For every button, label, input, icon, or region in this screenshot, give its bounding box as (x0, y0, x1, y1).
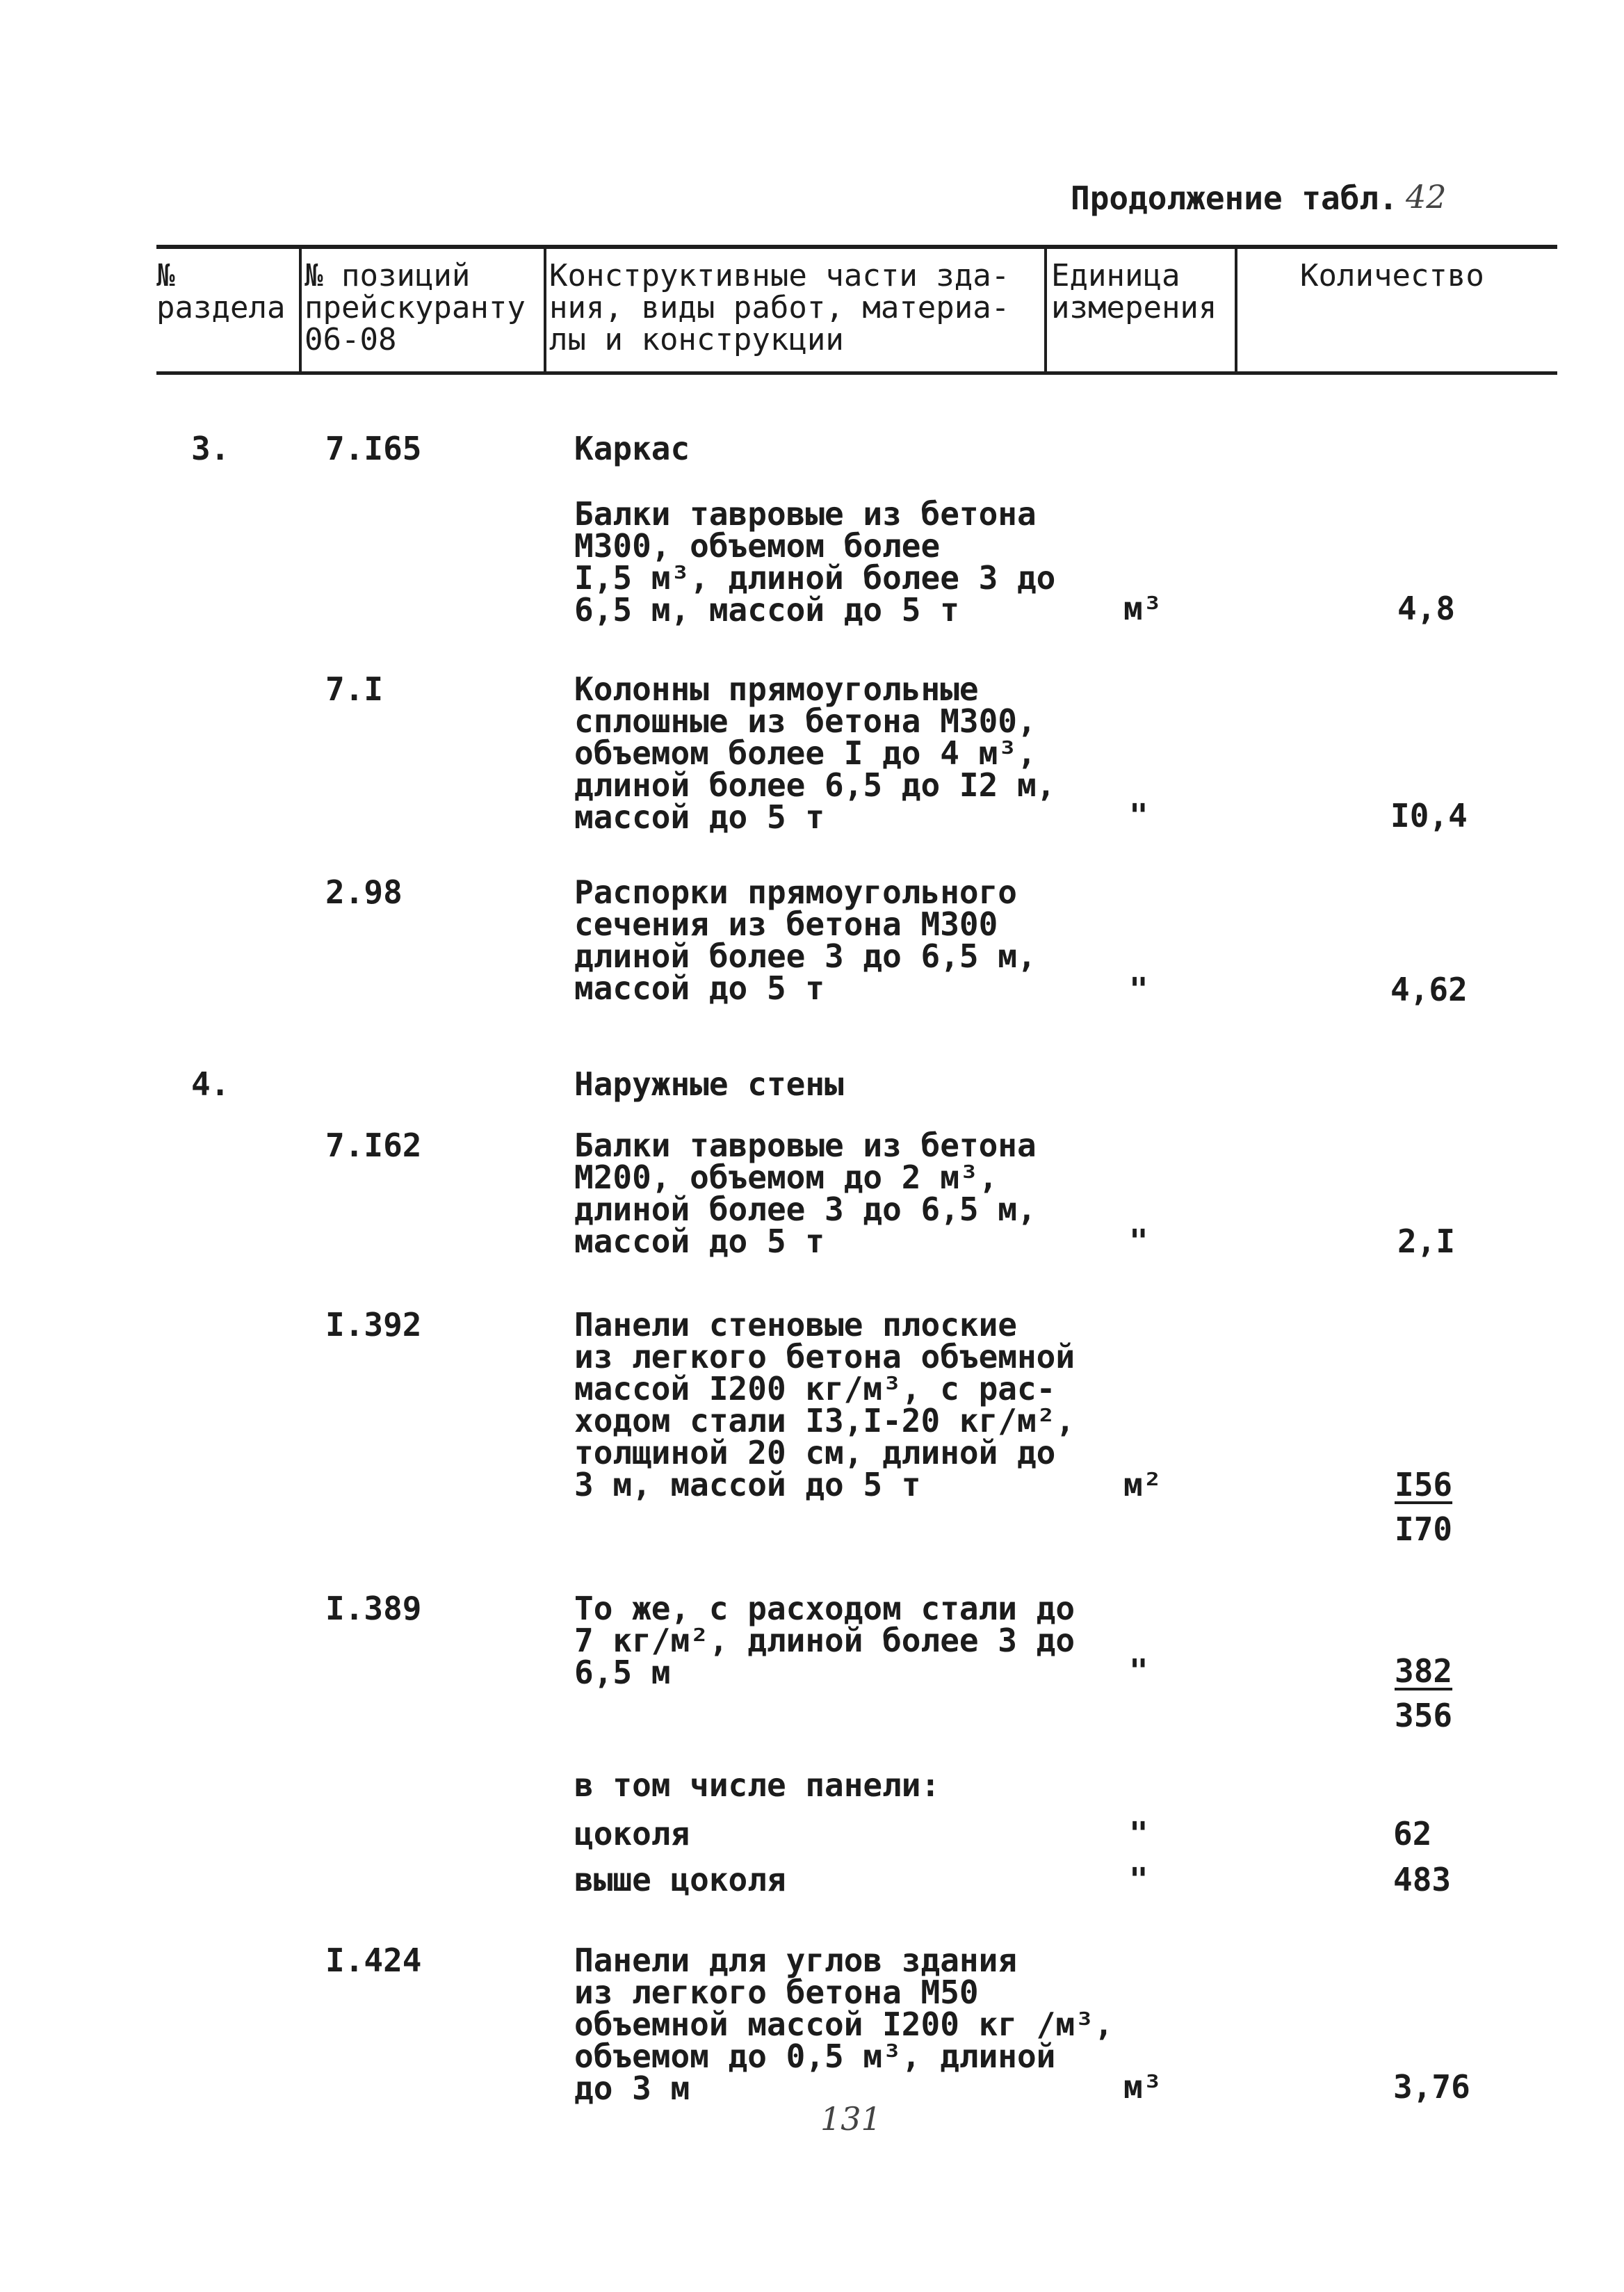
cell-unit: м³ (1123, 590, 1162, 627)
cell-description: цоколя (574, 1815, 690, 1853)
cell-description: Балки тавровые из бетона М300, объемом более I,5 м³, длиной более 3 до 6,5 м, массой до 5 т (574, 495, 1056, 629)
cell-section: 4. (191, 1065, 230, 1103)
cell-description: Балки тавровые из бетона М200, объемом до 2 м³, длиной более 3 до 6,5 м, массой до 5 т (574, 1127, 1037, 1260)
cell-quantity-below: 356 (1395, 1697, 1453, 1734)
col-header-description: Конструктивные части зда- ния, виды работ, материа- лы и конструкции (549, 258, 1010, 357)
page-number: 131 (820, 2100, 882, 2138)
quantity-fraction (1395, 1466, 1453, 1548)
cell-description: Панели стеновые плоские из легкого бетона объемной массой I200 кг/м³, с рас- ходом стали I3,I-20 кг/м², толщиной 20 см, длиной до 3 м, массой до 5 т (574, 1306, 1075, 1503)
col-header-section: № раздела (156, 258, 286, 325)
cell-unit: м³ (1123, 2068, 1162, 2106)
col-divider-1 (299, 249, 302, 371)
cell-description: выше цоколя (574, 1861, 786, 1898)
cell-section: 3. (191, 430, 230, 467)
cell-quantity: 382 (1395, 1652, 1453, 1690)
cell-unit: " (1129, 1861, 1148, 1898)
quantity-fraction (1395, 1652, 1453, 1734)
continuation-label: Продолжение табл. (1071, 179, 1398, 217)
col-header-position: № позиций прейскуранту 06-08 (304, 258, 526, 357)
cell-quantity: I0,4 (1390, 797, 1468, 834)
cell-quantity: 4,8 (1397, 590, 1456, 627)
cell-position: I.389 (325, 1590, 422, 1627)
cell-unit: " (1129, 1652, 1148, 1690)
col-header-unit: Единица измерения (1051, 258, 1217, 325)
col-divider-3 (1044, 249, 1047, 371)
cell-unit: " (1129, 1815, 1148, 1853)
cell-quantity: 3,76 (1393, 2068, 1470, 2106)
cell-position: 7.I65 (325, 430, 422, 467)
cell-description: Панели для углов здания из легкого бетона М50 объемной массой I200 кг /м³, объемом до 0,5 м³, длиной до 3 м (574, 1942, 1114, 2107)
cell-quantity: 4,62 (1390, 971, 1468, 1008)
cell-description: в том числе панели: (574, 1766, 941, 1804)
cell-position: 2.98 (325, 873, 403, 911)
cell-quantity-below: I70 (1395, 1510, 1453, 1548)
cell-quantity: 483 (1393, 1861, 1452, 1898)
cell-quantity: I56 (1395, 1466, 1453, 1503)
cell-position: I.424 (325, 1942, 422, 1979)
cell-unit: " (1129, 1222, 1148, 1260)
col-divider-2 (544, 249, 546, 371)
cell-unit: " (1129, 971, 1148, 1008)
cell-position: 7.I62 (325, 1127, 422, 1164)
col-divider-4 (1235, 249, 1237, 371)
cell-quantity: 62 (1393, 1815, 1432, 1853)
cell-position: 7.I (325, 670, 384, 708)
cell-description: Наружные стены (574, 1065, 844, 1103)
cell-position: I.392 (325, 1306, 422, 1343)
cell-unit: " (1129, 797, 1148, 834)
cell-description: Распорки прямоугольного сечения из бетона М300 длиной более 3 до 6,5 м, массой до 5 т (574, 873, 1037, 1007)
cell-quantity: 2,I (1397, 1222, 1456, 1260)
cell-unit: м² (1123, 1466, 1162, 1503)
header-bottom-rule (156, 371, 1557, 375)
header-top-rule (156, 245, 1557, 249)
col-header-quantity: Количество (1300, 258, 1484, 293)
cell-description: Каркас (574, 430, 690, 467)
cell-description: Колонны прямоугольные сплошные из бетона М300, объемом более I до 4 м³, длиной более 6,5 до I2 м, массой до 5 т (574, 670, 1056, 836)
cell-description: То же, с расходом стали до 7 кг/м², длиной более 3 до 6,5 м (574, 1590, 1075, 1691)
table-number: 42 (1406, 178, 1447, 216)
